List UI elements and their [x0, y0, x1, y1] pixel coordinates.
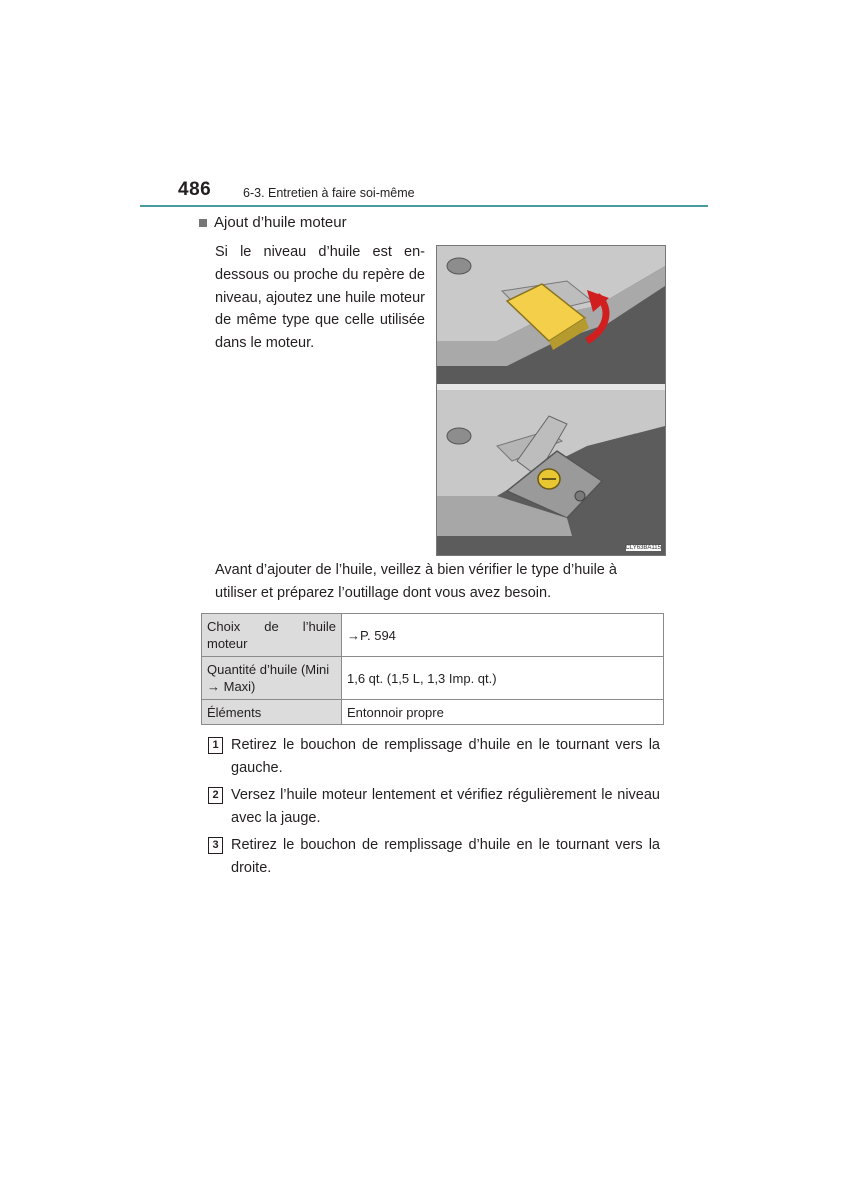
step-text: Retirez le bouchon de remplissage d’huile en le tournant vers la gauche. — [231, 737, 660, 776]
oil-spec-table — [201, 613, 664, 725]
step-item — [208, 734, 660, 780]
step-number: 1 — [208, 737, 223, 754]
preparation-note: Avant d’ajouter de l’huile, veillez à bien vérifier le type d’huile à utiliser et préparez l’outillage dont vous avez besoin. — [215, 562, 617, 601]
step-number: 3 — [208, 837, 223, 854]
step-item — [208, 834, 660, 880]
oil-cap-drawing — [437, 246, 665, 555]
row-label: Éléments — [202, 700, 342, 725]
step-text: Retirez le bouchon de remplissage d’huile en le tournant vers la droite. — [231, 837, 660, 876]
section-heading-text: Ajout d’huile moteur — [214, 214, 347, 231]
steps-list — [208, 734, 660, 884]
figure-code: CLY63BA115 — [625, 545, 661, 551]
row-value: 1,6 qt. (1,5 L, 1,3 Imp. qt.) — [342, 657, 664, 700]
table-row — [202, 614, 664, 657]
step-number: 2 — [208, 787, 223, 804]
row-label: Choix de l’huile moteur — [202, 614, 342, 657]
intro-paragraph: Si le niveau d’huile est en-dessous ou proche du repère de niveau, ajoutez une huile moteur de même type que celle utilisée dans le moteur. — [215, 244, 425, 352]
table-row — [202, 657, 664, 700]
row-value: →P. 594 — [342, 614, 664, 657]
row-value: Entonnoir propre — [342, 700, 664, 725]
oil-cap-illustration — [436, 245, 666, 556]
section-title: 6-3. Entretien à faire soi-même — [243, 186, 415, 200]
step-item — [208, 784, 660, 830]
step-text: Versez l’huile moteur lentement et vérifiez régulièrement le niveau avec la jauge. — [231, 787, 660, 826]
page-number: 486 — [178, 179, 212, 200]
table-row — [202, 700, 664, 725]
square-bullet-icon — [199, 219, 207, 227]
section-heading — [199, 214, 347, 231]
header-divider — [140, 205, 708, 207]
row-label: Quantité d’huile (Mini → Maxi) — [202, 657, 342, 700]
